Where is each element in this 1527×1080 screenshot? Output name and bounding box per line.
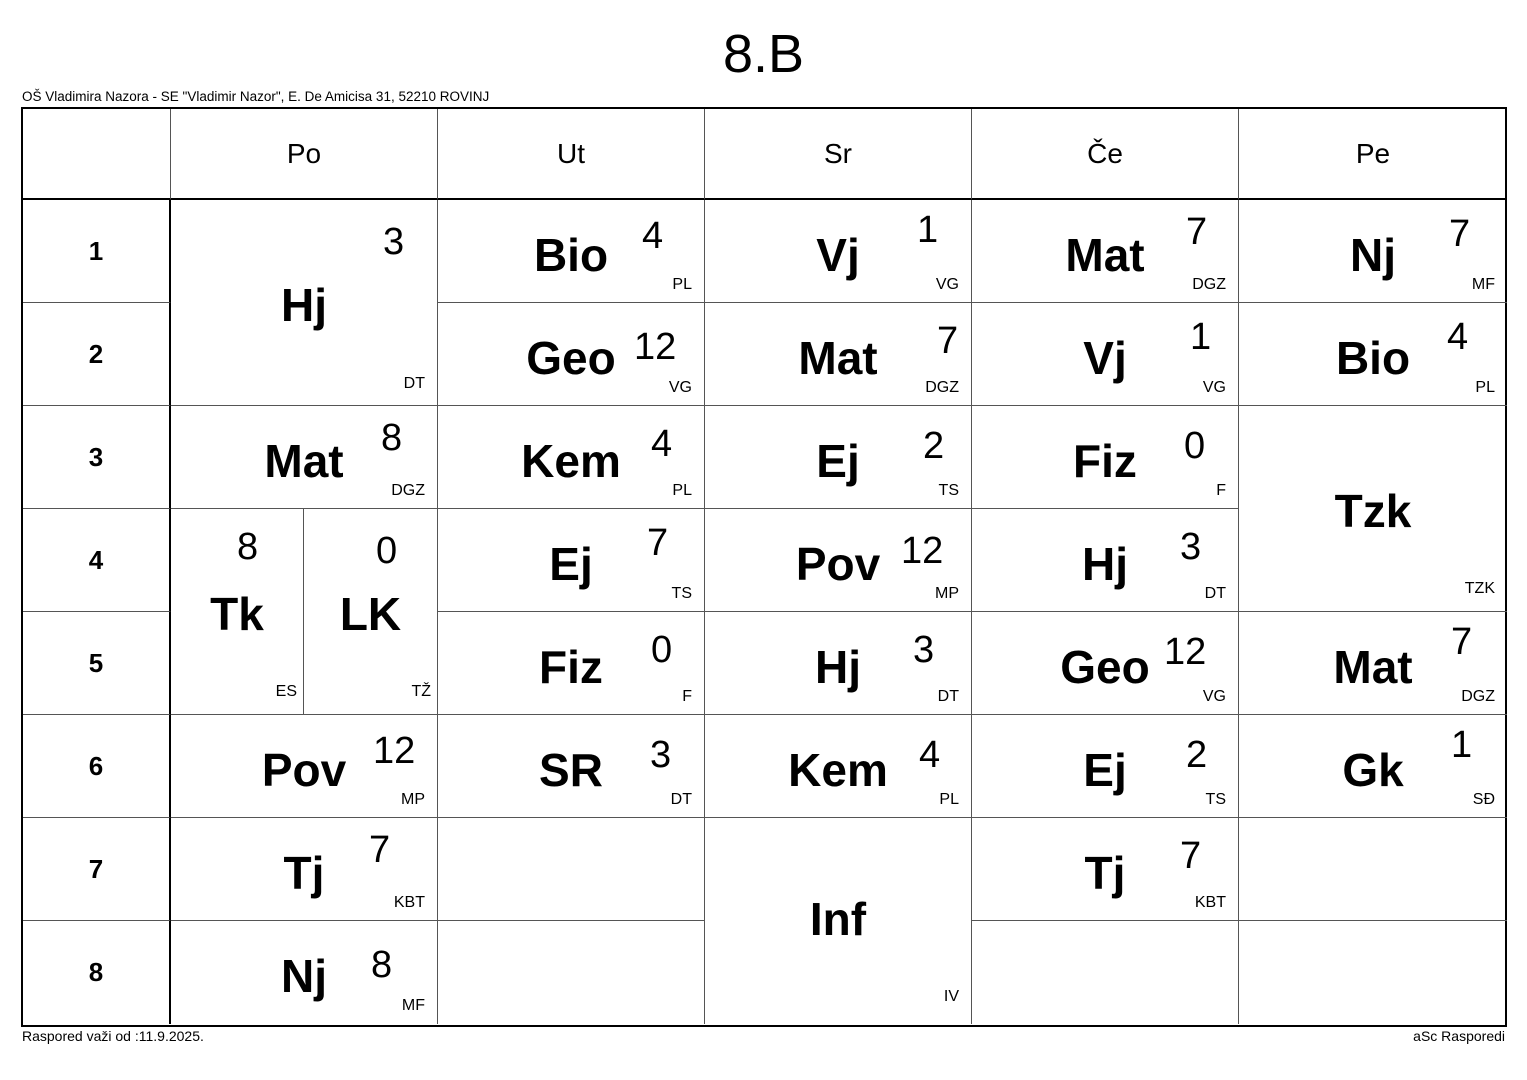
lesson-subject: Inf	[809, 893, 867, 945]
lesson-subject: Hj	[815, 641, 861, 693]
timetable-grid	[21, 107, 1507, 1027]
lesson-subject: Mat	[798, 332, 878, 384]
lesson-cell	[972, 406, 1239, 509]
lesson-teacher: VG	[668, 379, 692, 396]
lesson-cell	[705, 818, 972, 1024]
lesson-teacher: DGZ	[1461, 688, 1495, 705]
lesson-subject: Hj	[281, 279, 327, 331]
period-number-1: 1	[23, 200, 171, 303]
lesson-subject: Kem	[521, 435, 621, 487]
lesson-cell	[1239, 303, 1507, 406]
lesson-cell	[438, 715, 705, 818]
lesson-subject: Ej	[1083, 744, 1127, 796]
lesson-cell	[1239, 406, 1507, 612]
lesson-room: 7	[1449, 213, 1471, 255]
lesson-teacher: ES	[275, 683, 297, 700]
lesson-cell	[171, 200, 438, 406]
lesson-subject: Vj	[816, 229, 860, 281]
day-header-pe: Pe	[1239, 109, 1507, 200]
day-header-sr: Sr	[705, 109, 972, 200]
lesson-subject: Tk	[210, 588, 264, 640]
lesson-cell	[705, 715, 972, 818]
lesson-cell	[972, 509, 1239, 612]
lesson-subject: Kem	[788, 744, 888, 796]
lesson-teacher: DGZ	[1192, 276, 1226, 293]
lesson-cell	[705, 200, 972, 303]
class-title: 8.B	[722, 24, 805, 84]
empty-cell	[438, 818, 705, 921]
day-header-po: Po	[171, 109, 438, 200]
lesson-teacher: DT	[1204, 585, 1226, 602]
lesson-teacher: DGZ	[925, 379, 959, 396]
lesson-teacher: TS	[938, 482, 959, 499]
lesson-teacher: KBT	[393, 894, 425, 911]
lesson-subject: LK	[339, 588, 402, 640]
lesson-subject: Fiz	[539, 641, 603, 693]
lesson-teacher: IV	[943, 988, 959, 1005]
empty-cell	[1239, 818, 1507, 921]
lesson-room: 4	[1447, 316, 1469, 358]
lesson-room: 12	[373, 730, 416, 772]
lesson-subject: Geo	[526, 332, 616, 384]
lesson-teacher: DT	[670, 791, 692, 808]
lesson-room: 7	[647, 522, 669, 564]
lesson-subject: Tj	[1084, 847, 1126, 899]
lesson-cell	[705, 406, 972, 509]
lesson-subject: Nj	[1350, 229, 1396, 281]
corner-cell	[23, 109, 171, 200]
lesson-room: 7	[369, 829, 391, 871]
lesson-teacher: SĐ	[1472, 791, 1495, 808]
day-header-ce: Če	[972, 109, 1239, 200]
lesson-room: 3	[1180, 526, 1202, 568]
lesson-teacher: DT	[937, 688, 959, 705]
period-number-6: 6	[23, 715, 171, 818]
lesson-cell	[972, 715, 1239, 818]
lesson-cell	[438, 303, 705, 406]
lesson-teacher: MP	[401, 791, 425, 808]
lesson-teacher: DT	[403, 375, 425, 392]
lesson-subject: Pov	[795, 538, 881, 590]
lesson-subject: Ej	[549, 538, 593, 590]
lesson-room: 1	[1451, 724, 1473, 766]
lesson-teacher: MF	[401, 997, 425, 1014]
lesson-cell	[438, 509, 705, 612]
lesson-subject: SR	[539, 744, 603, 796]
lesson-cell	[1239, 715, 1507, 818]
valid-from-note: Raspored važi od :11.9.2025.	[22, 1028, 204, 1044]
lesson-room: 8	[381, 417, 403, 459]
lesson-room: 3	[913, 629, 935, 671]
lesson-room: 0	[376, 530, 398, 572]
lesson-subject: Bio	[1335, 332, 1411, 384]
lesson-room: 2	[923, 425, 945, 467]
lesson-room: 7	[1180, 835, 1202, 877]
lesson-cell	[438, 200, 705, 303]
lesson-teacher: TS	[671, 585, 692, 602]
lesson-room: 7	[1451, 621, 1473, 663]
lesson-room: 1	[1190, 316, 1212, 358]
lesson-room: 4	[642, 215, 664, 257]
software-credit: aSc Rasporedi	[1413, 1028, 1505, 1044]
lesson-subject: Tj	[283, 847, 325, 899]
empty-cell	[438, 921, 705, 1024]
lesson-cell	[171, 921, 438, 1024]
lesson-room: 4	[919, 734, 941, 776]
lesson-teacher: KBT	[1194, 894, 1226, 911]
lesson-room: 12	[1164, 631, 1207, 673]
lesson-teacher: PL	[939, 791, 959, 808]
lesson-subject: Bio	[533, 229, 609, 281]
lesson-cell	[1239, 612, 1507, 715]
lesson-subject: Mat	[1065, 229, 1145, 281]
lesson-room: 0	[1184, 425, 1206, 467]
lesson-room: 3	[383, 221, 405, 263]
period-number-5: 5	[23, 612, 171, 715]
lesson-cell	[972, 612, 1239, 715]
period-number-4: 4	[23, 509, 171, 612]
lesson-subject: Gk	[1342, 744, 1404, 796]
lesson-teacher: TS	[1205, 791, 1226, 808]
lesson-subject: Mat	[264, 435, 344, 487]
lesson-cell	[171, 509, 304, 715]
empty-cell	[1239, 921, 1507, 1024]
lesson-cell	[438, 612, 705, 715]
period-number-8: 8	[23, 921, 171, 1024]
lesson-room: 7	[937, 320, 959, 362]
lesson-teacher: TZK	[1464, 580, 1495, 597]
lesson-teacher: VG	[935, 276, 959, 293]
lesson-cell	[171, 406, 438, 509]
lesson-teacher: F	[1216, 482, 1226, 499]
lesson-cell	[705, 303, 972, 406]
period-number-3: 3	[23, 406, 171, 509]
lesson-room: 4	[651, 423, 673, 465]
lesson-teacher: VG	[1202, 688, 1226, 705]
lesson-room: 12	[634, 326, 677, 368]
lesson-cell	[304, 509, 438, 715]
lesson-subject: Pov	[261, 744, 347, 796]
lesson-teacher: DGZ	[391, 482, 425, 499]
lesson-subject: Hj	[1082, 538, 1128, 590]
lesson-teacher: MF	[1471, 276, 1495, 293]
lesson-cell	[171, 715, 438, 818]
lesson-room: 3	[650, 734, 672, 776]
lesson-room: 1	[917, 209, 939, 251]
lesson-teacher: PL	[672, 276, 692, 293]
lesson-teacher: PL	[672, 482, 692, 499]
lesson-subject: Nj	[281, 950, 327, 1002]
lesson-teacher: VG	[1202, 379, 1226, 396]
lesson-teacher: MP	[935, 585, 959, 602]
lesson-cell	[972, 818, 1239, 921]
lesson-cell	[1239, 200, 1507, 303]
lesson-cell	[972, 200, 1239, 303]
lesson-subject: Ej	[816, 435, 860, 487]
lesson-room: 8	[237, 526, 259, 568]
lesson-room: 2	[1186, 734, 1208, 776]
lesson-subject: Geo	[1060, 641, 1150, 693]
lesson-cell	[705, 612, 972, 715]
lesson-cell	[972, 303, 1239, 406]
lesson-room: 7	[1186, 211, 1208, 253]
lesson-teacher: TŽ	[411, 683, 431, 700]
lesson-room: 12	[901, 530, 944, 572]
period-number-7: 7	[23, 818, 171, 921]
period-number-2: 2	[23, 303, 171, 406]
lesson-cell	[438, 406, 705, 509]
school-info: OŠ Vladimira Nazora - SE "Vladimir Nazor", E. De Amicisa 31, 52210 ROVINJ	[22, 89, 490, 104]
lesson-teacher: PL	[1475, 379, 1495, 396]
lesson-room: 0	[651, 629, 673, 671]
lesson-subject: Fiz	[1073, 435, 1137, 487]
lesson-subject: Mat	[1333, 641, 1413, 693]
lesson-room: 8	[371, 944, 393, 986]
empty-cell	[972, 921, 1239, 1024]
lesson-subject: Tzk	[1334, 485, 1412, 537]
lesson-teacher: F	[682, 688, 692, 705]
lesson-subject: Vj	[1083, 332, 1127, 384]
lesson-cell	[171, 818, 438, 921]
lesson-cell	[705, 509, 972, 612]
day-header-ut: Ut	[438, 109, 705, 200]
